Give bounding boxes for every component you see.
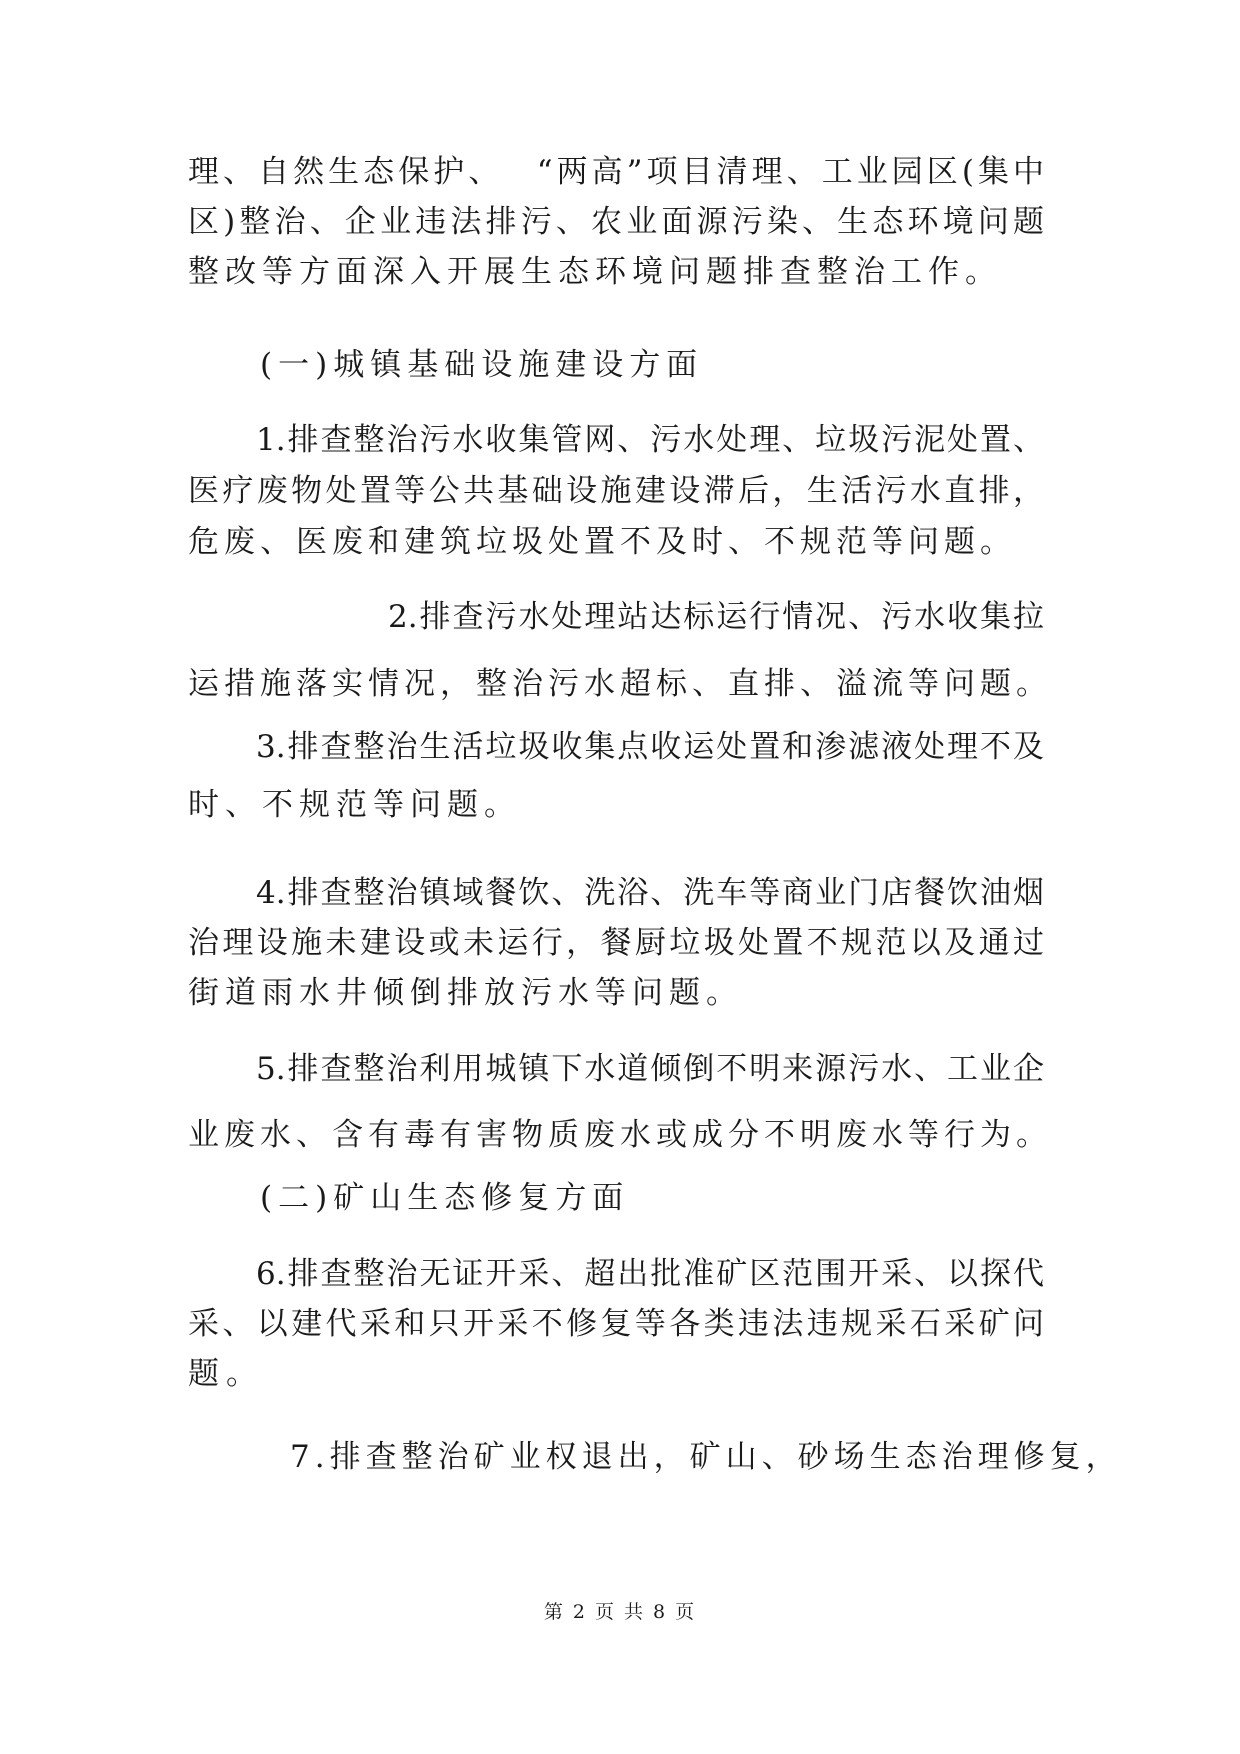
- section-heading: (二)矿山生态修复方面: [260, 1180, 630, 1216]
- text-line: 1.排查整治污水收集管网、污水处理、垃圾污泥处置、: [256, 422, 1044, 458]
- text-line: 理、自然生态保护、 “两高”项目清理、工业园区(集中: [188, 154, 1044, 190]
- text-line: 区)整治、企业违法排污、农业面源污染、生态环境问题: [188, 204, 1044, 240]
- page-number-footer: 第 2 页 共 8 页: [543, 1601, 697, 1623]
- text-line: 整改等方面深入开展生态环境问题排查整治工作。: [188, 254, 1002, 290]
- text-line: 治理设施未建设或未运行，餐厨垃圾处置不规范以及通过: [188, 925, 1044, 961]
- text-line: 危废、医废和建筑垃圾处置不及时、不规范等问题。: [188, 524, 1016, 560]
- text-line: 街道雨水井倾倒排放污水等问题。: [188, 975, 743, 1011]
- text-line: 6.排查整治无证开采、超出批准矿区范围开采、以探代: [256, 1256, 1044, 1292]
- text-line: 运措施落实情况，整治污水超标、直排、溢流等问题。: [188, 666, 1052, 702]
- text-line: 5.排查整治利用城镇下水道倾倒不明来源污水、工业企: [256, 1051, 1044, 1087]
- text-line: 3.排查整治生活垃圾收集点收运处置和渗滤液处理不及: [256, 729, 1044, 765]
- text-line: 医疗废物处置等公共基础设施建设滞后，生活污水直排，: [188, 473, 1044, 509]
- text-line: 4.排查整治镇域餐饮、洗浴、洗车等商业门店餐饮油烟: [256, 875, 1044, 911]
- text-line: 采、以建代采和只开采不修复等各类违法违规采石采矿问: [188, 1306, 1044, 1342]
- text-line: 题。: [188, 1356, 264, 1392]
- text-line: 2.排查污水处理站达标运行情况、污水收集拉: [388, 599, 1044, 635]
- text-line: 业废水、含有毒有害物质废水或成分不明废水等行为。: [188, 1117, 1052, 1153]
- section-heading: (一)城镇基础设施建设方面: [260, 347, 704, 383]
- text-line: 时、不规范等问题。: [188, 787, 521, 823]
- text-line: 7.排查整治矿业权退出，矿山、砂场生态治理修复，: [290, 1439, 1122, 1475]
